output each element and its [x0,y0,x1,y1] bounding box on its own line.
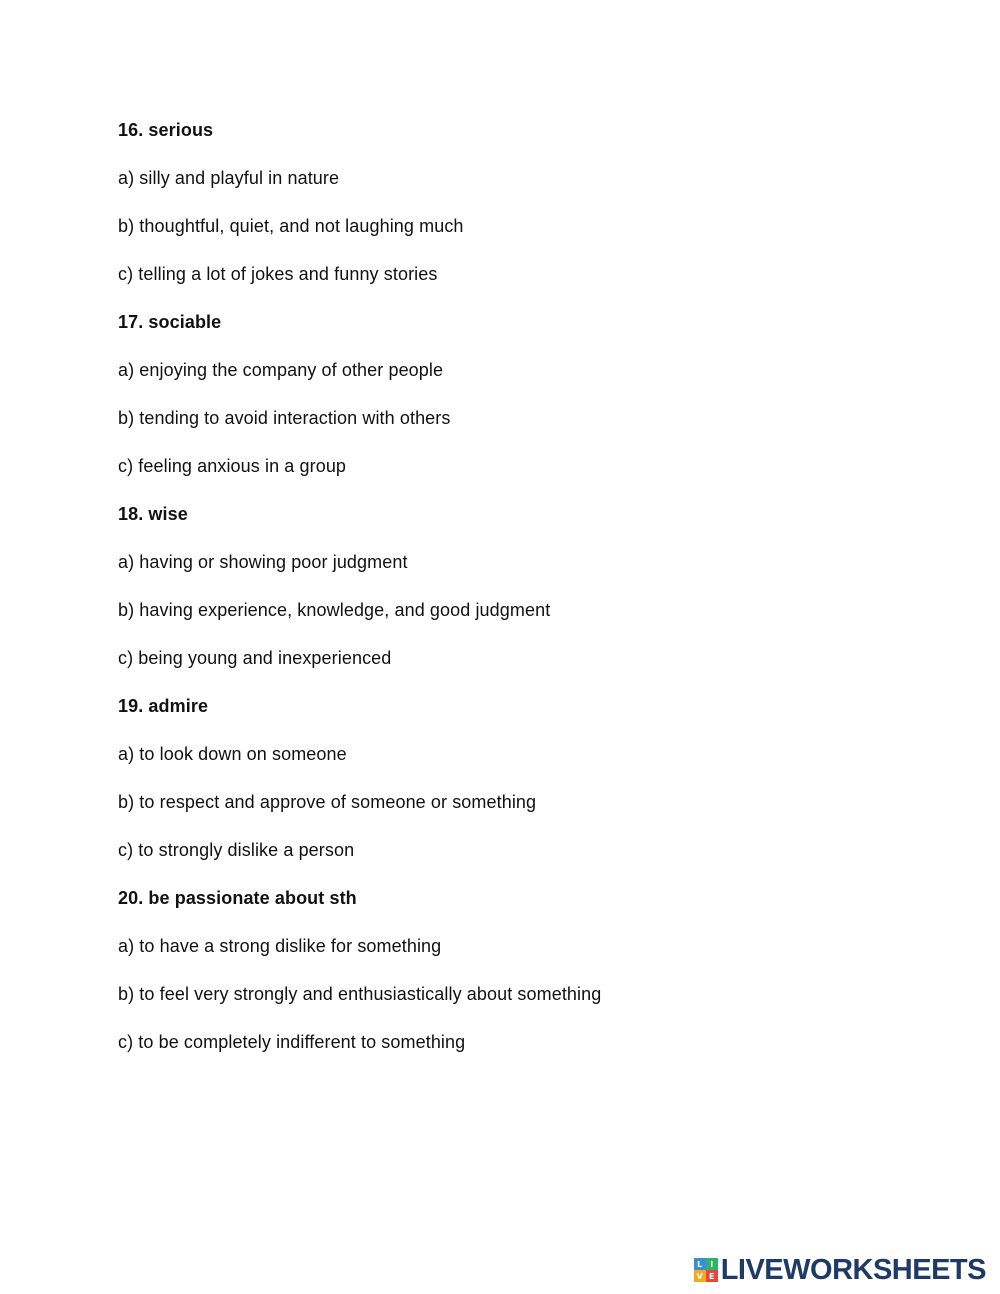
question-title: 18. wise [118,504,188,524]
option-a[interactable]: a) to look down on someone [118,744,347,764]
option-a[interactable]: a) having or showing poor judgment [118,552,408,572]
liveworksheets-logo-icon [694,1258,718,1282]
option-c[interactable]: c) to be completely indifferent to something [118,1032,466,1052]
option-c[interactable]: c) to strongly dislike a person [118,840,355,860]
option-c[interactable]: c) feeling anxious in a group [118,456,347,476]
question-title: 20. be passionate about sth [118,888,357,908]
logo-letter-v: V [694,1270,706,1282]
question-18 [118,500,938,672]
option-c[interactable]: c) being young and inexperienced [118,648,392,668]
brand-name: LIVEWORKSHEETS [720,1254,986,1286]
question-title: 19. admire [118,696,209,716]
question-17 [118,308,938,480]
option-b[interactable]: b) to respect and approve of someone or something [118,792,537,812]
option-b[interactable]: b) to feel very strongly and enthusiastically about something [118,984,602,1004]
logo-letter-l: L [694,1258,706,1270]
option-a[interactable]: a) enjoying the company of other people [118,360,444,380]
logo-letter-i: I [706,1258,718,1270]
option-a[interactable]: a) to have a strong dislike for something [118,936,442,956]
question-19 [118,692,938,864]
liveworksheets-logo [694,1254,986,1286]
option-b[interactable]: b) thoughtful, quiet, and not laughing much [118,216,464,236]
option-b[interactable]: b) tending to avoid interaction with others [118,408,451,428]
question-20 [118,884,938,1056]
question-16 [118,116,938,288]
option-b[interactable]: b) having experience, knowledge, and good judgment [118,600,551,620]
option-a[interactable]: a) silly and playful in nature [118,168,340,188]
question-title: 17. sociable [118,312,222,332]
logo-letter-e: E [706,1270,718,1282]
option-c[interactable]: c) telling a lot of jokes and funny stories [118,264,438,284]
question-title: 16. serious [118,120,214,140]
worksheet-content [118,116,938,1076]
